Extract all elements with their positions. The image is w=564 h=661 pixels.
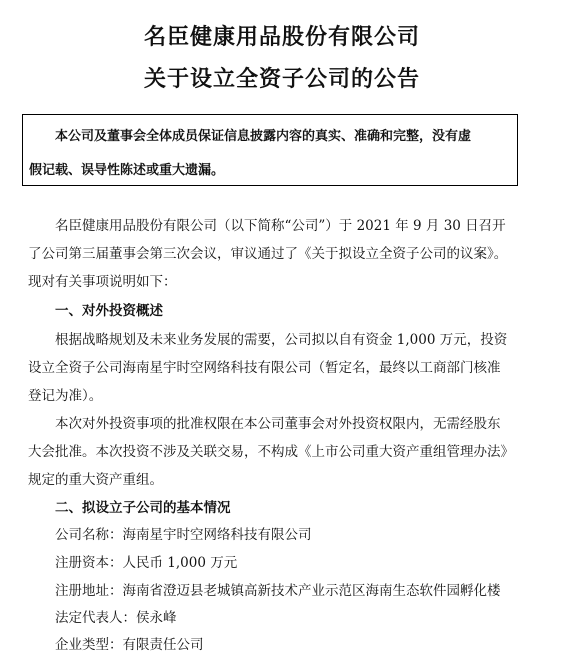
section-1-para-2-line-1: 本次对外投资事项的批准权限在本公司董事会对外投资权限内，无需经股东	[55, 416, 501, 432]
section-1-para-2-line-2: 大会批准。本次投资不涉及关联交易，不构成《上市公司重大资产重组管理办法》	[28, 444, 514, 460]
intro-line-2: 了公司第三届董事会第三次会议，审议通过了《关于拟设立全资子公司的议案》。	[28, 246, 508, 262]
section-1-para-2-line-3: 规定的重大资产重组。	[28, 472, 163, 488]
section-1-para-1-line-3: 登记为准）。	[28, 388, 103, 404]
announcement-title: 关于设立全资子公司的公告	[143, 67, 420, 92]
disclaimer-box	[22, 114, 518, 186]
field-registered-address: 注册地址：海南省澄迈县老城镇高新技术产业示范区海南生态软件园孵化楼	[55, 583, 501, 599]
intro-line-3: 现对有关事项说明如下：	[28, 274, 177, 290]
section-1-heading: 一、对外投资概述	[55, 303, 163, 319]
intro-line-1: 名臣健康用品股份有限公司（以下简称“公司”）于 2021 年 9 月 30 日召开	[55, 218, 506, 234]
field-registered-capital: 注册资本：人民币 1,000 万元	[55, 555, 238, 571]
company-title: 名臣健康用品股份有限公司	[143, 25, 420, 50]
field-legal-representative: 法定代表人：侯永峰	[55, 610, 177, 626]
section-1-para-1-line-2: 设立全资子公司海南星宇时空网络科技有限公司（暂定名，最终以工商部门核准	[28, 360, 501, 376]
disclaimer-line-2: 假记载、误导性陈述或重大遗漏。	[29, 163, 225, 178]
disclaimer-line-1: 本公司及董事会全体成员保证信息披露内容的真实、准确和完整，没有虚	[55, 129, 472, 144]
section-1-para-1-line-1: 根据战略规划及未来业务发展的需要，公司拟以自有资金 1,000 万元，投资	[55, 332, 508, 348]
field-company-type: 企业类型：有限责任公司	[55, 637, 204, 653]
field-company-name: 公司名称：海南星宇时空网络科技有限公司	[55, 527, 312, 543]
section-2-heading: 二、拟设立子公司的基本情况	[55, 500, 231, 516]
